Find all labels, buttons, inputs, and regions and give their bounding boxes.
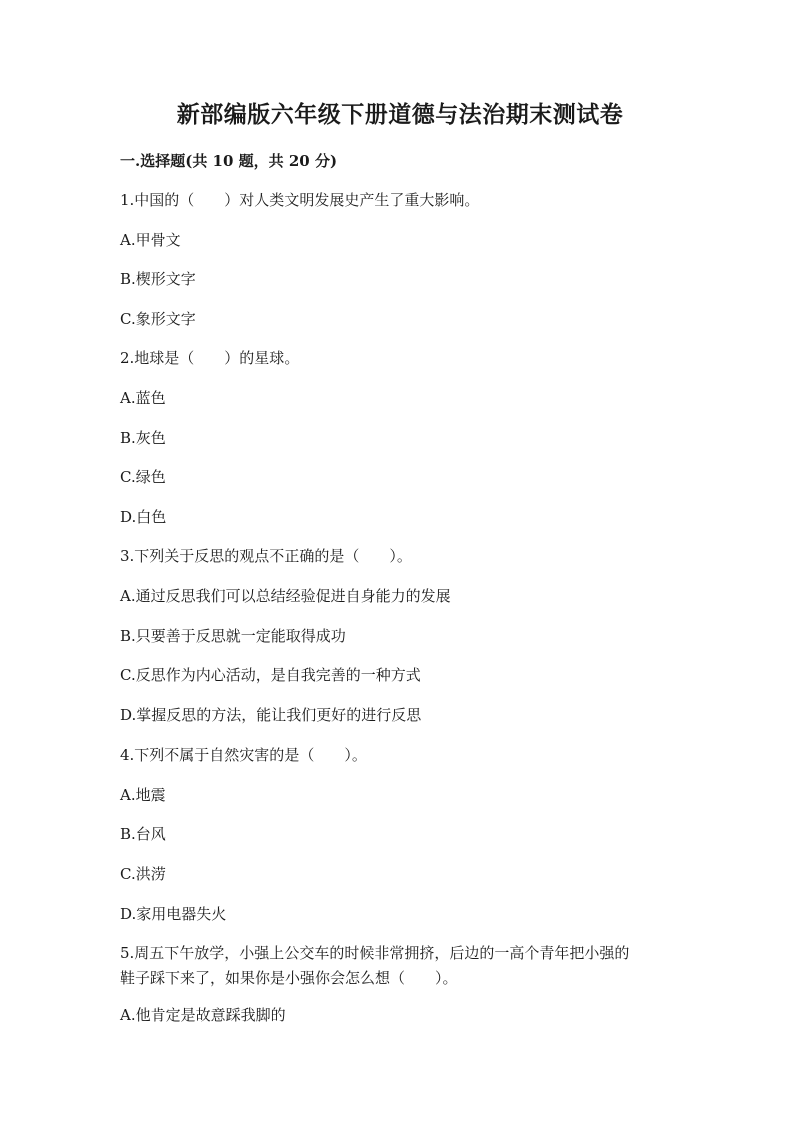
question-5-option-a: A.他肯定是故意踩我脚的	[120, 1006, 286, 1024]
question-2-option-a: A.蓝色	[120, 389, 166, 407]
question-2-option-c: C.绿色	[120, 468, 166, 486]
question-3-option-d: D.掌握反思的方法，能让我们更好的进行反思	[120, 706, 422, 724]
question-3-stem: 3.下列关于反思的观点不正确的是（ ）。	[120, 547, 412, 565]
question-5-stem-line-2: 鞋子踩下来了，如果你是小强你会怎么想（ ）。	[120, 969, 458, 987]
question-4-option-c: C.洪涝	[120, 865, 166, 883]
question-2-option-b: B.灰色	[120, 429, 166, 447]
question-4-option-a: A.地震	[120, 786, 166, 804]
question-4-stem: 4.下列不属于自然灾害的是（ ）。	[120, 746, 367, 764]
question-3-option-b: B.只要善于反思就一定能取得成功	[120, 627, 346, 645]
question-1-option-b: B.楔形文字	[120, 270, 196, 288]
question-3-option-a: A.通过反思我们可以总结经验促进自身能力的发展	[120, 587, 451, 605]
question-4-option-b: B.台风	[120, 825, 166, 843]
question-1-option-a: A.甲骨文	[120, 231, 181, 249]
question-2-stem: 2.地球是（ ）的星球。	[120, 349, 300, 367]
exam-title: 新部编版六年级下册道德与法治期末测试卷	[176, 101, 624, 128]
question-4-option-d: D.家用电器失火	[120, 905, 227, 923]
question-1-option-c: C.象形文字	[120, 310, 196, 328]
question-5-stem-line-1: 5.周五下午放学，小强上公交车的时候非常拥挤，后边的一高个青年把小强的	[120, 944, 630, 962]
question-1-stem: 1.中国的（ ）对人类文明发展史产生了重大影响。	[120, 191, 480, 209]
question-3-option-c: C.反思作为内心活动，是自我完善的一种方式	[120, 666, 421, 684]
section-heading: 一.选择题(共 10 题，共 20 分)	[120, 152, 338, 170]
question-2-option-d: D.白色	[120, 508, 167, 526]
